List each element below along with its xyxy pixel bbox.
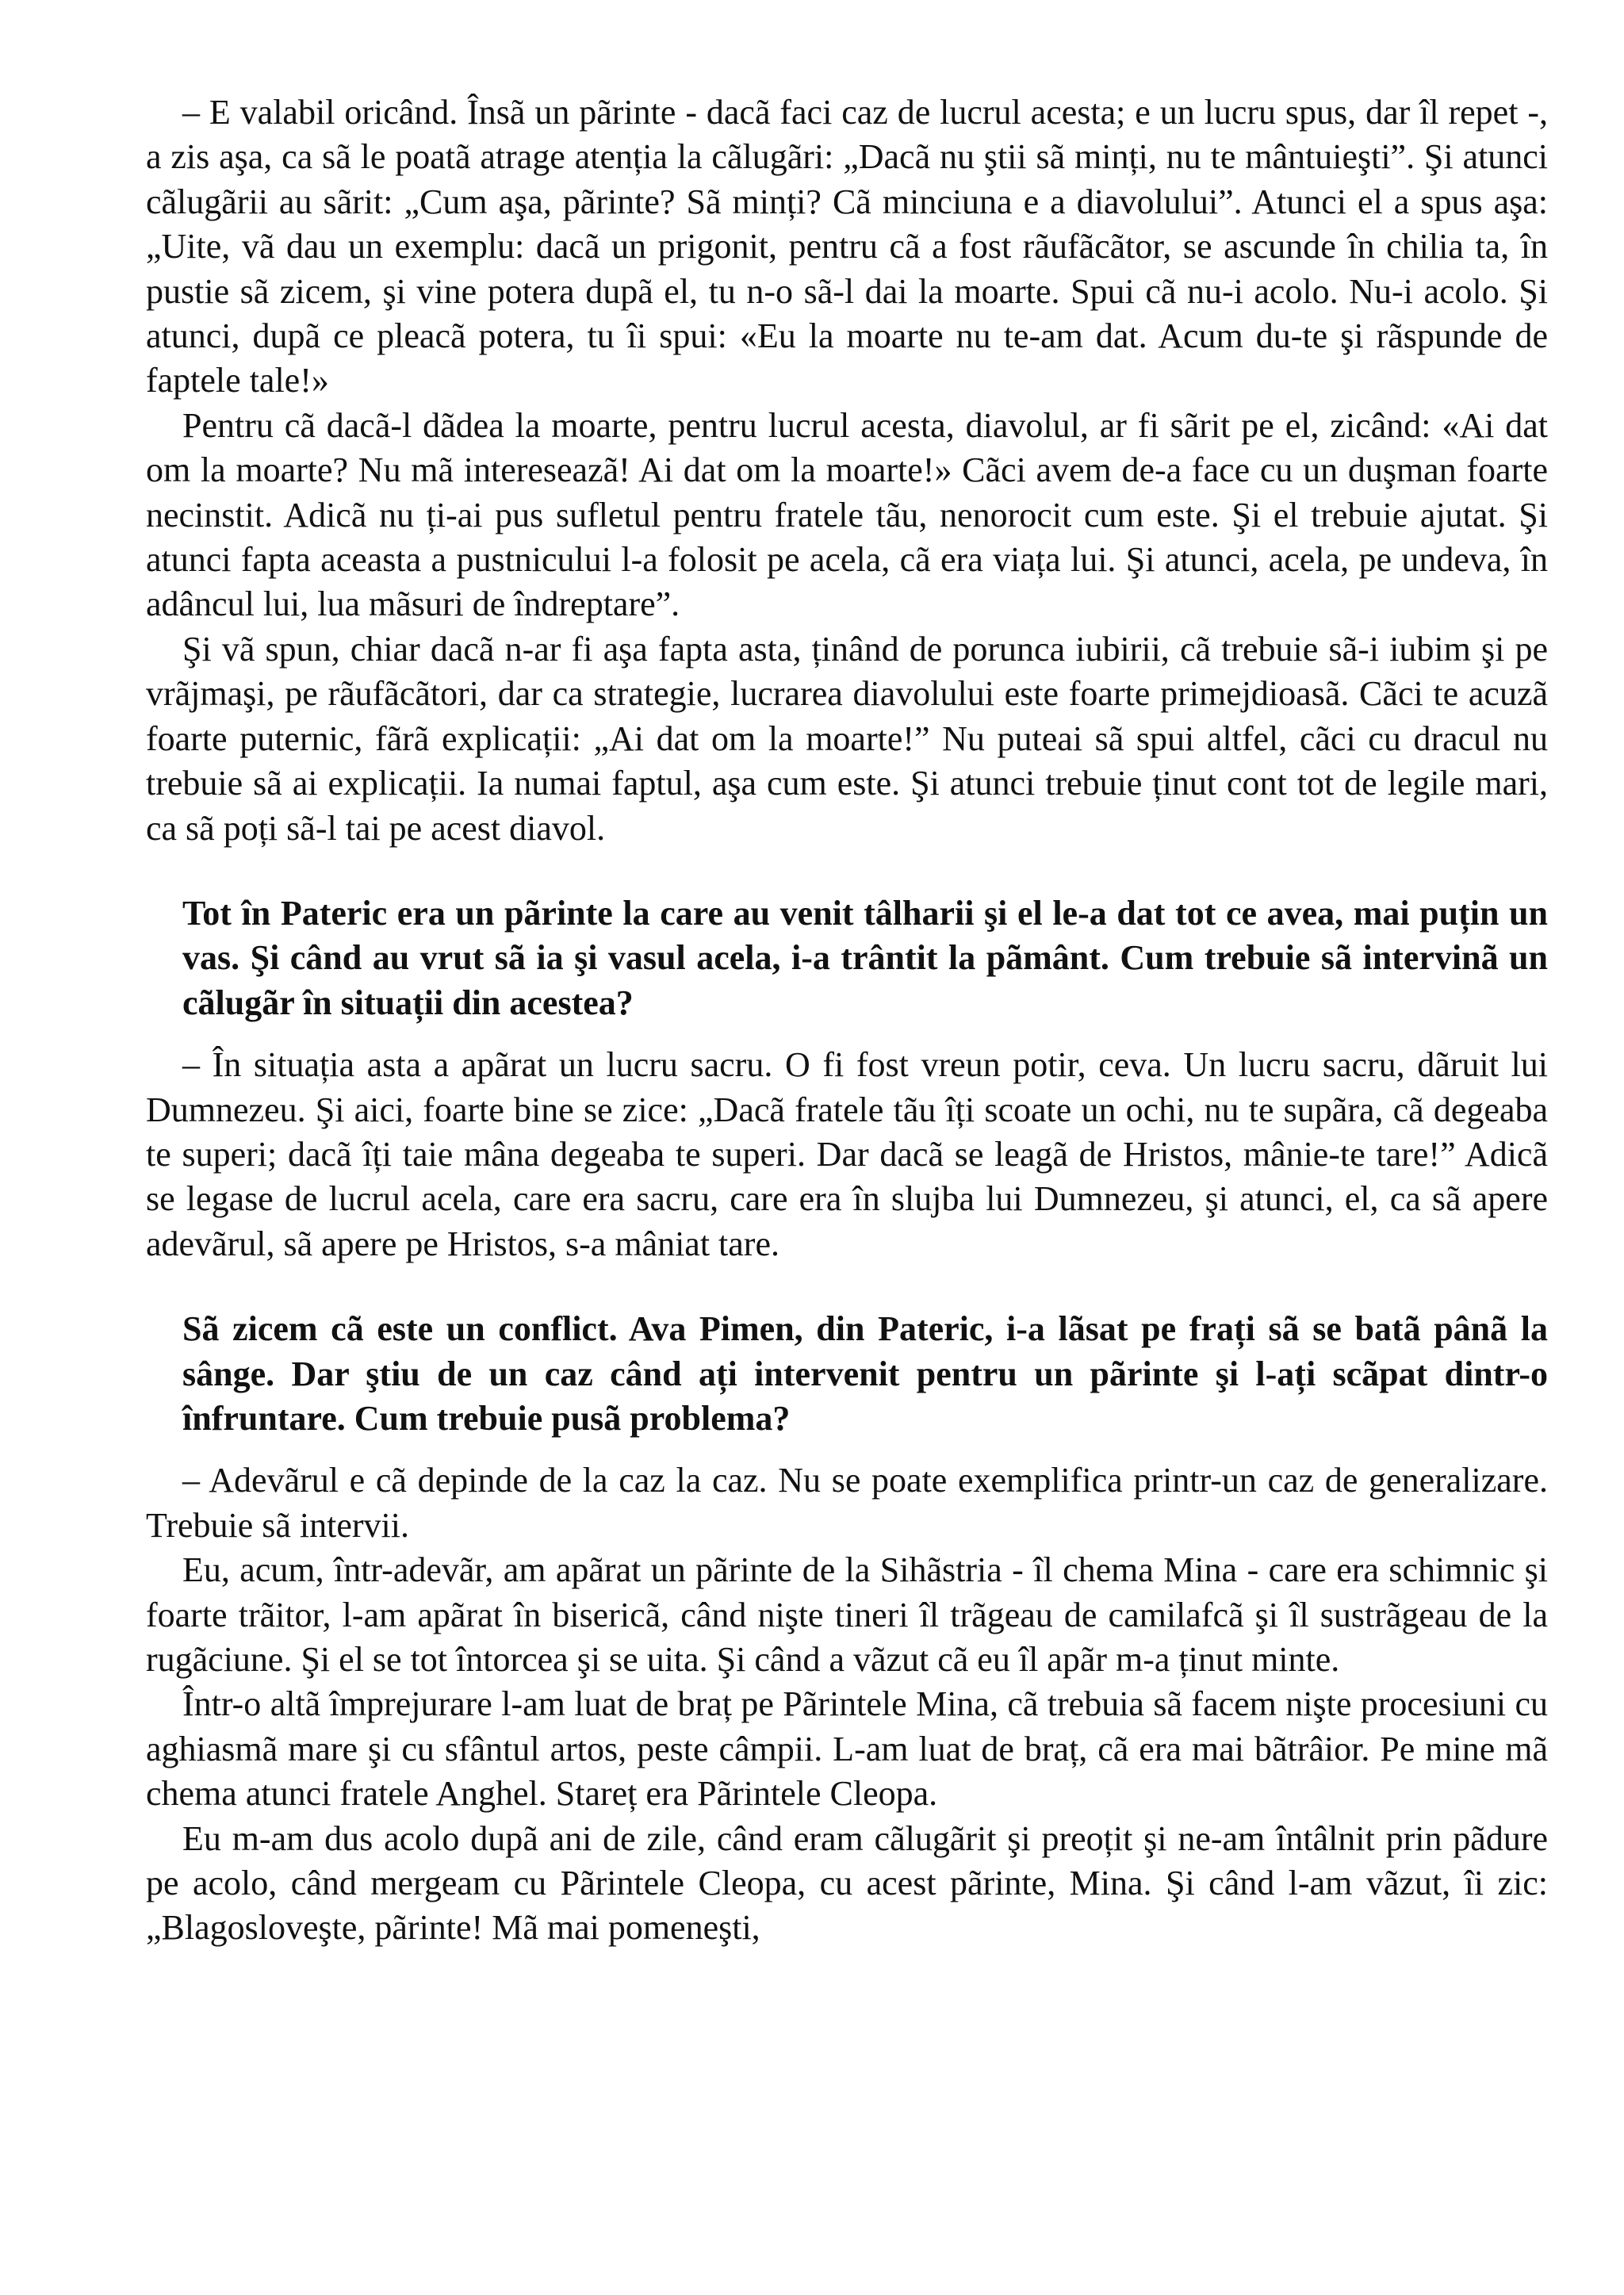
paragraph-answer: – Adevãrul e cã depinde de la caz la caz. Nu se poate exemplifica printr-un caz de generalizare. Trebuie sã intervii.: [146, 1461, 1548, 1545]
paragraph-question: Tot în Pateric era un pãrinte la care au venit tâlharii şi el le-a dat tot ce avea, mai puțin un vas. Şi când au vrut sã ia şi vasul acela, i-a trântit la pãmânt. Cum trebuie sã intervinã un cãlugãr în situații din acestea?: [182, 893, 1548, 1022]
paragraph-answer: Şi vã spun, chiar dacã n-ar fi aşa fapta asta, ținând de porunca iubirii, cã trebuie sã-i iubim şi pe vrãjmaşi, pe rãufãcãtori, dar ca strategie, lucrarea diavolului este foarte primejdioasã. Cãci te acuzã foarte puternic, fãrã explicații: „Ai dat om la moarte!” Nu puteai sã spui altfel, cãci cu dracul nu trebuie sã ai explicații. Ia numai faptul, aşa cum este. Şi atunci trebuie ținut cont tot de legile mari, ca sã poți sã-l tai pe acest diavol.: [146, 629, 1548, 848]
paragraph-answer: Eu, acum, într-adevãr, am apãrat un pãrinte de la Sihãstria - îl chema Mina - care era schimnic şi foarte trãitor, l-am apãrat în bisericã, când nişte tineri îl trãgeau de camilafcã şi îl sustrãgeau de la rugãciune. Şi el se tot întorcea şi se uita. Şi când a vãzut cã eu îl apãr m-a ținut minte.: [146, 1550, 1548, 1679]
paragraph-answer: Eu m-am dus acolo dupã ani de zile, când eram cãlugãrit şi preoțit şi ne-am întâlnit prin pãdure pe acolo, când mergeam cu Pãrintele Cleopa, cu acest pãrinte, Mina. Şi când l-am vãzut, îi zic: „Blagosloveşte, pãrinte! Mã mai pomeneşti,: [146, 1818, 1548, 1948]
paragraph-answer: – În situația asta a apãrat un lucru sacru. O fi fost vreun potir, ceva. Un lucru sacru, dãruit lui Dumnezeu. Şi aici, foarte bine se zice: „Dacã fratele tãu îți scoate un ochi, nu te supãra, cã degeaba te superi; dacã îți taie mâna degeaba te superi. Dar dacã se leagã de Hristos, mânie-te tare!” Adicã se legase de lucrul acela, care era sacru, care era în slujba lui Dumnezeu, şi atunci, el, ca sã apere adevãrul, sã apere pe Hristos, s-a mâniat tare.: [146, 1045, 1548, 1263]
paragraph-answer: Într-o altã împrejurare l-am luat de braț pe Pãrintele Mina, cã trebuia sã facem nişte procesiuni cu aghiasmã mare şi cu sfântul artos, peste câmpii. L-am luat de braț, cã era mai bãtrâior. Pe mine mã chema atunci fratele Anghel. Stareț era Pãrintele Cleopa.: [146, 1684, 1548, 1814]
paragraph-answer: – E valabil oricând. Însã un pãrinte - dacã faci caz de lucrul acesta; e un lucru spus, dar îl repet -, a zis aşa, ca sã le poatã atrage atenția la cãlugãri: „Dacã nu ştii sã minți, nu te mântuieşti”. Şi atunci cãlugãrii au sãrit: „Cum aşa, pãrinte? Sã minți? Cã minciuna e a diavolului”. Atunci el a spus aşa: „Uite, vã dau un exemplu: dacã un prigonit, pentru cã a fost rãufãcãtor, se ascunde în chilia ta, în pustie sã zicem, şi vine potera dupã el, tu n-o sã-l dai la moarte. Spui cã nu-i acolo. Nu-i acolo. Şi atunci, dupã ce pleacã potera, tu îi spui: «Eu la moarte nu te-am dat. Acum du-te şi rãspunde de faptele tale!»: [146, 93, 1548, 400]
page-body: [146, 90, 1548, 1951]
paragraph-question: Sã zicem cã este un conflict. Ava Pimen, din Pateric, i-a lãsat pe frați sã se batã pânã la sânge. Dar ştiu de un caz când ați intervenit pentru un pãrinte şi l-ați scãpat dintr-o înfruntare. Cum trebuie pusã problema?: [182, 1309, 1548, 1438]
paragraph-answer: Pentru cã dacã-l dãdea la moarte, pentru lucrul acesta, diavolul, ar fi sãrit pe el, zicând: «Ai dat om la moarte? Nu mã intereseazã! Ai dat om la moarte!» Cãci avem de-a face cu un duşman foarte necinstit. Adicã nu ți-ai pus sufletul pentru fratele tãu, nenorocit cum este. Şi el trebuie ajutat. Şi atunci fapta aceasta a pustnicului l-a folosit pe acela, cã era viața lui. Şi atunci, acela, pe undeva, în adâncul lui, lua mãsuri de îndreptare”.: [146, 405, 1548, 624]
